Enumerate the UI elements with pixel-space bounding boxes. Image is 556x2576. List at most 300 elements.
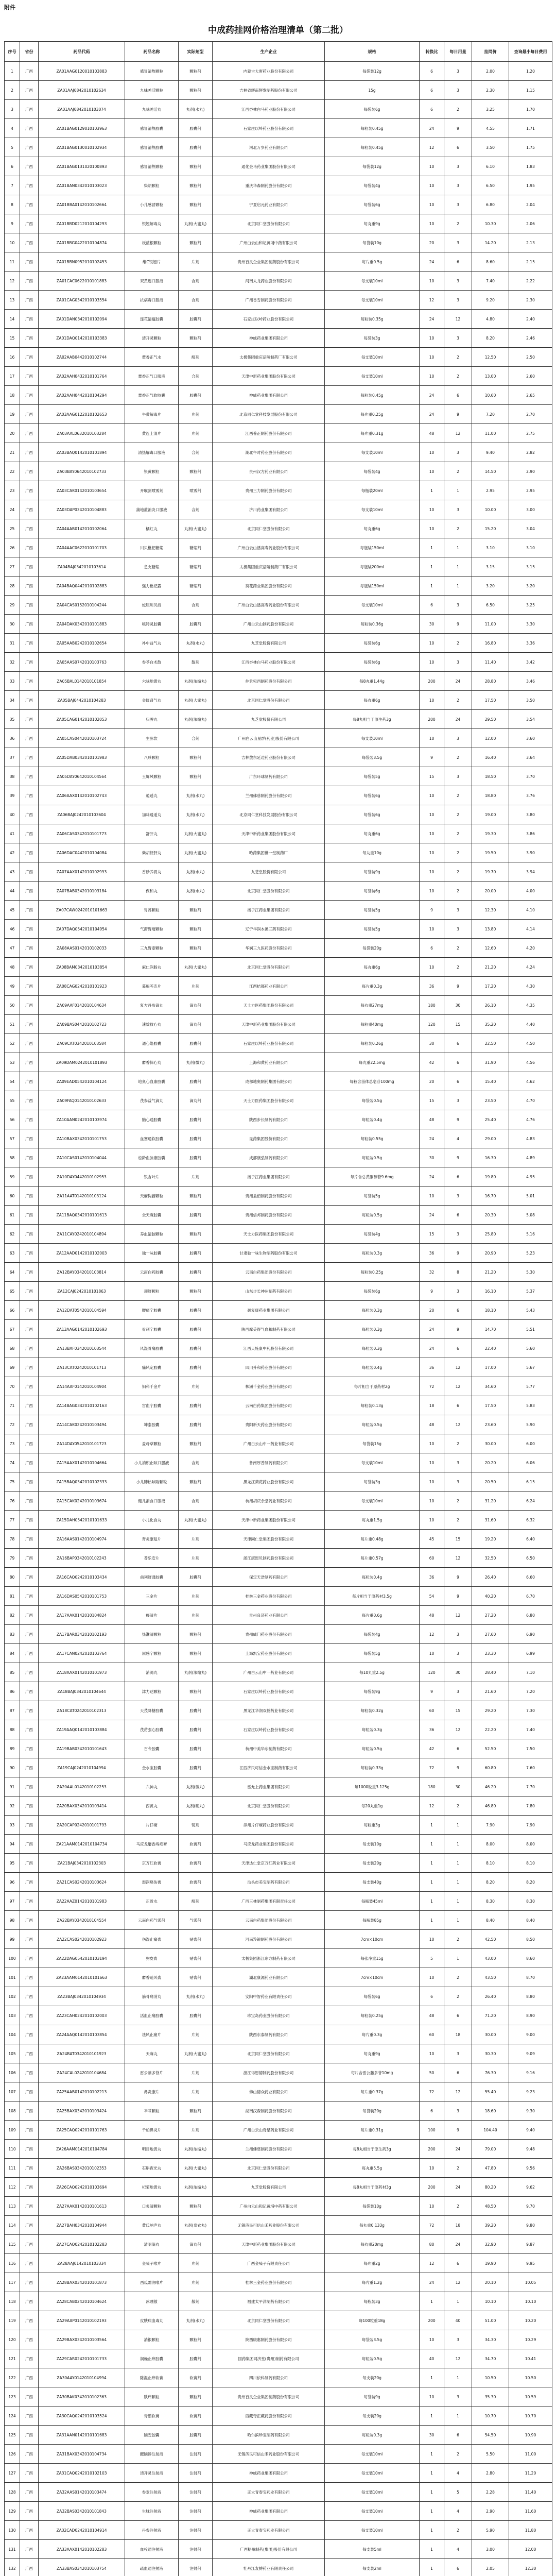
col-min-daily-cost-cell: 5.30 xyxy=(509,1263,552,1282)
col-province-cell: 广西 xyxy=(20,81,39,100)
col-manufacturer-cell: 云南白药集团股份有限公司 xyxy=(213,1396,325,1415)
col-min-daily-cost-cell: 4.56 xyxy=(509,1053,552,1072)
col-drug-name-cell: 天麻钩藤颗粒 xyxy=(125,1187,179,1206)
col-drug-code-cell: ZA29CAR0242010101733 xyxy=(39,2349,125,2368)
col-conversion-ratio-cell: 10 xyxy=(420,1453,444,1472)
col-drug-name-cell: 正骨水 xyxy=(125,1892,179,1911)
table-row xyxy=(5,2063,552,2082)
col-drug-code-cell: ZA05CAS0442010103724 xyxy=(39,729,125,748)
col-province-cell: 广西 xyxy=(20,1549,39,1568)
table-row xyxy=(5,443,552,462)
col-drug-name-cell: 六神丸 xyxy=(125,1777,179,1797)
col-index-cell: 49 xyxy=(5,977,20,996)
col-index-cell: 111 xyxy=(5,2159,20,2178)
header-col-drug-name: 药品名称 xyxy=(125,42,179,62)
col-conversion-ratio-cell: 20 xyxy=(420,233,444,252)
col-listed-price-cell: 23.30 xyxy=(472,1644,509,1663)
col-dosage-form-cell: 丸剂(微丸) xyxy=(179,1777,213,1797)
col-drug-name-cell: 维C银翘片 xyxy=(125,252,179,272)
col-index-cell: 32 xyxy=(5,653,20,672)
col-spec-cell: 每8丸相当于原生药3g xyxy=(325,2140,420,2159)
col-manufacturer-cell: 浙江得恩德制药股份有限公司 xyxy=(213,2063,325,2082)
col-index-cell: 25 xyxy=(5,519,20,538)
col-spec-cell: 每袋装20g xyxy=(325,939,420,958)
col-min-daily-cost-cell: 3.30 xyxy=(509,615,552,634)
col-drug-code-cell: ZA05DAB0342010101983 xyxy=(39,748,125,767)
col-province-cell: 广西 xyxy=(20,1701,39,1720)
col-spec-cell: 每袋装3.5g xyxy=(325,2330,420,2349)
col-drug-name-cell: 抗病毒口服液 xyxy=(125,291,179,310)
col-min-daily-cost-cell: 3.60 xyxy=(509,729,552,748)
col-province-cell: 广西 xyxy=(20,367,39,386)
col-spec-cell: 每粒装0.3g xyxy=(325,1244,420,1263)
col-drug-name-cell: 千柏鼻炎片 xyxy=(125,2121,179,2140)
col-drug-code-cell: ZA15DAH0542010101633 xyxy=(39,1511,125,1530)
col-index-cell: 15 xyxy=(5,329,20,348)
col-conversion-ratio-cell: 120 xyxy=(420,1015,444,1034)
col-daily-dose-cell: 2 xyxy=(444,1797,472,1816)
col-dosage-form-cell: 丸剂(水丸) xyxy=(179,786,213,805)
col-index-cell: 106 xyxy=(5,2063,20,2082)
col-dosage-form-cell: 颗粒剂 xyxy=(179,2197,213,2216)
col-index-cell: 57 xyxy=(5,1129,20,1148)
table-row xyxy=(5,386,552,405)
col-province-cell: 广西 xyxy=(20,1206,39,1225)
col-listed-price-cell: 80.20 xyxy=(472,2178,509,2197)
col-daily-dose-cell: 5 xyxy=(444,2483,472,2502)
col-province-cell: 广西 xyxy=(20,1911,39,1930)
col-listed-price-cell: 17.20 xyxy=(472,977,509,996)
table-row xyxy=(5,157,552,176)
header-col-daily-dose: 每日用量 xyxy=(444,42,472,62)
col-spec-cell: 每粒装0.5g xyxy=(325,1739,420,1758)
col-province-cell: 广西 xyxy=(20,2140,39,2159)
col-drug-name-cell: 清热解毒口服液 xyxy=(125,443,179,462)
col-drug-name-cell: 养血清脑颗粒 xyxy=(125,1225,179,1244)
col-manufacturer-cell: 上海凯宝药业股份有限公司 xyxy=(213,1644,325,1663)
col-province-cell: 广西 xyxy=(20,862,39,882)
col-min-daily-cost-cell: 11.40 xyxy=(509,2483,552,2502)
col-dosage-form-cell: 丸剂(水丸) xyxy=(179,882,213,901)
col-daily-dose-cell: 1 xyxy=(444,2292,472,2311)
col-drug-code-cell: ZA05AAB0242010102654 xyxy=(39,634,125,653)
col-manufacturer-cell: 华润三九医药股份有限公司 xyxy=(213,939,325,958)
col-daily-dose-cell: 30 xyxy=(444,1663,472,1682)
col-conversion-ratio-cell: 48 xyxy=(420,1415,444,1434)
col-manufacturer-cell: 吉林省辉南辉发制药股份有限公司 xyxy=(213,81,325,100)
col-drug-name-cell: 三金片 xyxy=(125,1587,179,1606)
col-min-daily-cost-cell: 8.00 xyxy=(509,1835,552,1854)
col-conversion-ratio-cell: 1 xyxy=(420,2559,444,2576)
col-conversion-ratio-cell: 10 xyxy=(420,862,444,882)
col-drug-code-cell: ZA32BAS0342010101843 xyxy=(39,2502,125,2521)
col-spec-cell: 每袋装6g xyxy=(325,805,420,824)
col-drug-name-cell: 疏血通注射液 xyxy=(125,2559,179,2576)
col-min-daily-cost-cell: 9.80 xyxy=(509,2216,552,2235)
col-dosage-form-cell: 酊剂 xyxy=(179,1892,213,1911)
col-index-cell: 73 xyxy=(5,1434,20,1453)
table-row xyxy=(5,901,552,920)
col-listed-price-cell: 21.60 xyxy=(472,1682,509,1701)
col-dosage-form-cell: 胶囊剂 xyxy=(179,138,213,157)
col-drug-name-cell: 生脉注射液 xyxy=(125,2502,179,2521)
col-listed-price-cell: 35.20 xyxy=(472,1015,509,1034)
col-index-cell: 66 xyxy=(5,1301,20,1320)
col-dosage-form-cell: 软膏剂 xyxy=(179,1873,213,1892)
col-province-cell: 广西 xyxy=(20,634,39,653)
col-min-daily-cost-cell: 10.70 xyxy=(509,2406,552,2426)
col-conversion-ratio-cell: 1 xyxy=(420,1911,444,1930)
table-row xyxy=(5,1987,552,2006)
col-conversion-ratio-cell: 24 xyxy=(420,252,444,272)
col-listed-price-cell: 28.40 xyxy=(472,1663,509,1682)
col-conversion-ratio-cell: 1 xyxy=(420,481,444,500)
col-drug-code-cell: ZA22DAG0542010103194 xyxy=(39,1949,125,1968)
col-daily-dose-cell: 6 xyxy=(444,1072,472,1091)
table-row xyxy=(5,1911,552,1930)
table-row xyxy=(5,1053,552,1072)
col-spec-cell: 每支装10ml xyxy=(325,1453,420,1472)
table-row xyxy=(5,1797,552,1816)
col-daily-dose-cell: 12 xyxy=(444,1377,472,1396)
table-row xyxy=(5,577,552,596)
col-drug-code-cell: ZA01BAG0131020100893 xyxy=(39,157,125,176)
col-dosage-form-cell: 颗粒剂 xyxy=(179,81,213,100)
col-drug-code-cell: ZA07AAX0142010102993 xyxy=(39,862,125,882)
col-spec-cell: 7cm×10cm xyxy=(325,1968,420,1987)
col-province-cell: 广西 xyxy=(20,272,39,291)
table-row xyxy=(5,1758,552,1777)
col-listed-price-cell: 19.30 xyxy=(472,824,509,843)
col-conversion-ratio-cell: 10 xyxy=(420,882,444,901)
table-row xyxy=(5,672,552,691)
col-spec-cell: 每丸重27mg xyxy=(325,996,420,1015)
col-spec-cell: 每20丸重1g xyxy=(325,1797,420,1816)
col-drug-name-cell: 保和丸 xyxy=(125,882,179,901)
col-daily-dose-cell: 3 xyxy=(444,920,472,939)
col-conversion-ratio-cell: 1 xyxy=(420,1854,444,1873)
col-province-cell: 广西 xyxy=(20,100,39,119)
col-dosage-form-cell: 丸剂(大蜜丸) xyxy=(179,519,213,538)
col-manufacturer-cell: 陕西东泰制药有限公司 xyxy=(213,2025,325,2044)
table-row xyxy=(5,538,552,557)
col-dosage-form-cell: 片剂 xyxy=(179,1549,213,1568)
col-min-daily-cost-cell: 4.70 xyxy=(509,1091,552,1110)
col-dosage-form-cell: 软膏剂 xyxy=(179,1854,213,1873)
col-daily-dose-cell: 1 xyxy=(444,1816,472,1835)
col-min-daily-cost-cell: 3.04 xyxy=(509,519,552,538)
col-daily-dose-cell: 9 xyxy=(444,1244,472,1263)
col-conversion-ratio-cell: 1 xyxy=(420,2368,444,2387)
price-governance-table xyxy=(4,41,552,2576)
col-drug-code-cell: ZA15AAX0142010104664 xyxy=(39,1453,125,1472)
col-index-cell: 67 xyxy=(5,1320,20,1339)
col-min-daily-cost-cell: 3.42 xyxy=(509,653,552,672)
col-spec-cell: 7cm×10cm xyxy=(325,1930,420,1949)
col-manufacturer-cell: 天士力医药集团股份有限公司 xyxy=(213,996,325,1015)
col-daily-dose-cell: 6 xyxy=(444,2254,472,2273)
col-manufacturer-cell: 江西济民可信金水宝制药有限公司 xyxy=(213,1758,325,1777)
col-daily-dose-cell: 6 xyxy=(444,138,472,157)
col-drug-code-cell: ZA10DAY0442010102953 xyxy=(39,1167,125,1187)
col-drug-code-cell: ZA04BAQ0442010102883 xyxy=(39,577,125,596)
col-daily-dose-cell: 2 xyxy=(444,939,472,958)
col-min-daily-cost-cell: 1.15 xyxy=(509,81,552,100)
col-manufacturer-cell: 湖南汉森制药股份有限公司 xyxy=(213,2102,325,2121)
col-listed-price-cell: 12.50 xyxy=(472,348,509,367)
col-daily-dose-cell: 2 xyxy=(444,462,472,481)
col-listed-price-cell: 6.50 xyxy=(472,596,509,615)
col-province-cell: 广西 xyxy=(20,1263,39,1282)
col-listed-price-cell: 19.70 xyxy=(472,862,509,882)
col-dosage-form-cell: 丸剂(浓缩丸) xyxy=(179,672,213,691)
col-conversion-ratio-cell: 24 xyxy=(420,405,444,424)
col-conversion-ratio-cell: 72 xyxy=(420,2082,444,2102)
col-daily-dose-cell: 2 xyxy=(444,100,472,119)
col-min-daily-cost-cell: 8.90 xyxy=(509,2006,552,2025)
col-index-cell: 20 xyxy=(5,424,20,443)
col-drug-name-cell: 癃清片 xyxy=(125,1606,179,1625)
col-index-cell: 68 xyxy=(5,1339,20,1358)
col-index-cell: 39 xyxy=(5,786,20,805)
col-daily-dose-cell: 3 xyxy=(444,157,472,176)
col-spec-cell: 每瓶装45ml xyxy=(325,1892,420,1911)
col-index-cell: 45 xyxy=(5,901,20,920)
col-province-cell: 广西 xyxy=(20,1091,39,1110)
col-min-daily-cost-cell: 8.60 xyxy=(509,1949,552,1968)
col-conversion-ratio-cell: 60 xyxy=(420,1701,444,1720)
col-dosage-form-cell: 软膏剂 xyxy=(179,1835,213,1854)
col-conversion-ratio-cell: 12 xyxy=(420,138,444,157)
col-daily-dose-cell: 6 xyxy=(444,1034,472,1053)
col-dosage-form-cell: 胶囊剂 xyxy=(179,2349,213,2368)
col-conversion-ratio-cell: 24 xyxy=(420,2273,444,2292)
col-manufacturer-cell: 石家庄以岭药业股份有限公司 xyxy=(213,310,325,329)
col-index-cell: 31 xyxy=(5,634,20,653)
col-drug-code-cell: ZA25BAX0342010103424 xyxy=(39,2102,125,2121)
col-dosage-form-cell: 片剂 xyxy=(179,2273,213,2292)
col-province-cell: 广西 xyxy=(20,195,39,214)
col-listed-price-cell: 30.00 xyxy=(472,2025,509,2044)
col-listed-price-cell: 16.40 xyxy=(472,748,509,767)
col-province-cell: 广西 xyxy=(20,1415,39,1434)
col-drug-code-cell: ZA16CAQ0242010103434 xyxy=(39,1568,125,1587)
col-spec-cell: 每袋装6g xyxy=(325,634,420,653)
col-daily-dose-cell: 2 xyxy=(444,2521,472,2540)
col-index-cell: 89 xyxy=(5,1739,20,1758)
col-province-cell: 广西 xyxy=(20,2063,39,2082)
col-conversion-ratio-cell: 10 xyxy=(420,729,444,748)
col-index-cell: 74 xyxy=(5,1453,20,1472)
col-drug-name-cell: 天芪降糖胶囊 xyxy=(125,1701,179,1720)
col-conversion-ratio-cell: 6 xyxy=(420,81,444,100)
col-daily-dose-cell: 2 xyxy=(444,862,472,882)
col-daily-dose-cell: 3 xyxy=(444,195,472,214)
table-row xyxy=(5,1873,552,1892)
col-province-cell: 广西 xyxy=(20,2121,39,2140)
col-manufacturer-cell: 兰州佛慈制药股份有限公司 xyxy=(213,786,325,805)
col-daily-dose-cell: 2 xyxy=(444,2197,472,2216)
table-row xyxy=(5,1129,552,1148)
col-drug-name-cell: 云南白药胶囊 xyxy=(125,1263,179,1282)
col-daily-dose-cell: 18 xyxy=(444,2216,472,2235)
col-listed-price-cell: 17.50 xyxy=(472,691,509,710)
col-spec-cell: 每粒装0.25g xyxy=(325,1263,420,1282)
col-min-daily-cost-cell: 9.16 xyxy=(509,2063,552,2082)
col-daily-dose-cell: 3 xyxy=(444,500,472,519)
col-drug-name-cell: 润燥止痒胶囊 xyxy=(125,2349,179,2368)
col-daily-dose-cell: 1 xyxy=(444,481,472,500)
col-drug-name-cell: 肤痒颗粒 xyxy=(125,2387,179,2406)
col-drug-name-cell: 天麻丸 xyxy=(125,2044,179,2063)
col-dosage-form-cell: 注射剂 xyxy=(179,2521,213,2540)
col-daily-dose-cell: 6 xyxy=(444,1339,472,1358)
table-row xyxy=(5,2521,552,2540)
col-min-daily-cost-cell: 3.90 xyxy=(509,843,552,862)
col-manufacturer-cell: 贵州威门药业股份有限公司 xyxy=(213,1625,325,1644)
col-dosage-form-cell: 喷雾剂 xyxy=(179,481,213,500)
col-daily-dose-cell: 2 xyxy=(444,843,472,862)
col-index-cell: 7 xyxy=(5,176,20,195)
col-daily-dose-cell: 24 xyxy=(444,2235,472,2254)
col-daily-dose-cell: 1 xyxy=(444,2406,472,2426)
col-conversion-ratio-cell: 1 xyxy=(420,1816,444,1835)
col-conversion-ratio-cell: 10 xyxy=(420,1187,444,1206)
col-drug-code-cell: ZA22BAY0342010104554 xyxy=(39,1911,125,1930)
col-daily-dose-cell: 6 xyxy=(444,1396,472,1415)
col-manufacturer-cell: 石家庄以岭药业股份有限公司 xyxy=(213,1034,325,1053)
col-drug-name-cell: 小儿化食丸 xyxy=(125,1511,179,1530)
col-spec-cell: 每粒装0.45g xyxy=(325,119,420,138)
col-manufacturer-cell: 北京同仁堂股份有限公司 xyxy=(213,2159,325,2178)
col-spec-cell: 每8丸重1.44g xyxy=(325,672,420,691)
col-min-daily-cost-cell: 7.10 xyxy=(509,1663,552,1682)
col-daily-dose-cell: 9 xyxy=(444,1568,472,1587)
col-index-cell: 92 xyxy=(5,1797,20,1816)
col-province-cell: 广西 xyxy=(20,1625,39,1644)
col-conversion-ratio-cell: 6 xyxy=(420,2102,444,2121)
col-province-cell: 广西 xyxy=(20,1892,39,1911)
col-drug-code-cell: ZA16BAP0342010102243 xyxy=(39,1549,125,1568)
col-listed-price-cell: 8.10 xyxy=(472,1854,509,1873)
col-drug-name-cell: 加味逍遥丸 xyxy=(125,805,179,824)
col-conversion-ratio-cell: 12 xyxy=(420,291,444,310)
col-province-cell: 广西 xyxy=(20,939,39,958)
col-listed-price-cell: 32.90 xyxy=(472,2235,509,2254)
col-listed-price-cell: 29.00 xyxy=(472,1129,509,1148)
col-drug-code-cell: ZA17AAK0142010104824 xyxy=(39,1606,125,1625)
col-manufacturer-cell: 石家庄以岭药业股份有限公司 xyxy=(213,1720,325,1739)
col-drug-code-cell: ZA14CAK0242010103494 xyxy=(39,1415,125,1434)
col-drug-code-cell: ZA01DAQ0142010103383 xyxy=(39,329,125,348)
col-min-daily-cost-cell: 9.95 xyxy=(509,2254,552,2273)
col-drug-name-cell: 生脉饮 xyxy=(125,729,179,748)
col-dosage-form-cell: 片剂 xyxy=(179,252,213,272)
col-spec-cell: 每支装10ml xyxy=(325,2445,420,2464)
col-drug-name-cell: 参麦注射液 xyxy=(125,2483,179,2502)
col-drug-code-cell: ZA05AAS0742010103763 xyxy=(39,653,125,672)
col-min-daily-cost-cell: 4.35 xyxy=(509,996,552,1015)
col-province-cell: 广西 xyxy=(20,157,39,176)
table-row xyxy=(5,424,552,443)
col-province-cell: 广西 xyxy=(20,462,39,481)
col-index-cell: 62 xyxy=(5,1225,20,1244)
col-listed-price-cell: 15.40 xyxy=(472,1072,509,1091)
col-manufacturer-cell: 广州香雪制药股份有限公司 xyxy=(213,291,325,310)
col-listed-price-cell: 10.30 xyxy=(472,214,509,233)
col-dosage-form-cell: 糖浆剂 xyxy=(179,557,213,577)
col-manufacturer-cell: 安阳中智药业有限责任公司 xyxy=(213,1987,325,2006)
col-manufacturer-cell: 太极集团浙江东方制药有限公司 xyxy=(213,1949,325,1968)
col-index-cell: 98 xyxy=(5,1911,20,1930)
col-listed-price-cell: 10.70 xyxy=(472,2406,509,2426)
col-dosage-form-cell: 胶囊剂 xyxy=(179,1263,213,1282)
col-daily-dose-cell: 3 xyxy=(444,596,472,615)
col-province-cell: 广西 xyxy=(20,1739,39,1758)
col-manufacturer-cell: 太极集团重庆涪陵制药厂有限公司 xyxy=(213,557,325,577)
table-row xyxy=(5,1816,552,1835)
col-min-daily-cost-cell: 9.00 xyxy=(509,2025,552,2044)
col-min-daily-cost-cell: 8.50 xyxy=(509,1930,552,1949)
col-conversion-ratio-cell: 9 xyxy=(420,748,444,767)
col-listed-price-cell: 23.50 xyxy=(472,1091,509,1110)
col-min-daily-cost-cell: 6.00 xyxy=(509,1434,552,1453)
col-manufacturer-cell: 河南羚锐制药股份有限公司 xyxy=(213,1930,325,1949)
col-conversion-ratio-cell: 10 xyxy=(420,2044,444,2063)
col-spec-cell: 每丸重10g xyxy=(325,843,420,862)
col-index-cell: 86 xyxy=(5,1682,20,1701)
table-row xyxy=(5,2102,552,2121)
col-manufacturer-cell: 昆药集团股份有限公司 xyxy=(213,1129,325,1148)
table-row xyxy=(5,615,552,634)
col-spec-cell: 每支装10ml xyxy=(325,272,420,291)
col-spec-cell: 每片含总黄酮醇苷9.6mg xyxy=(325,1167,420,1187)
col-manufacturer-cell: 广州白云山和记黄埔中药有限公司 xyxy=(213,233,325,252)
col-min-daily-cost-cell: 1.70 xyxy=(509,100,552,119)
col-dosage-form-cell: 丸剂(水丸) xyxy=(179,2311,213,2330)
col-index-cell: 117 xyxy=(5,2273,20,2292)
col-index-cell: 9 xyxy=(5,214,20,233)
col-drug-name-cell: 逍遥丸 xyxy=(125,786,179,805)
col-conversion-ratio-cell: 6 xyxy=(420,939,444,958)
col-min-daily-cost-cell: 1.83 xyxy=(509,157,552,176)
col-drug-code-cell: ZA32CAD0242010104914 xyxy=(39,2521,125,2540)
col-province-cell: 广西 xyxy=(20,2235,39,2254)
col-manufacturer-cell: 贵阳新天药业股份有限公司 xyxy=(213,1415,325,1434)
col-index-cell: 59 xyxy=(5,1167,20,1187)
col-dosage-form-cell: 片剂 xyxy=(179,1530,213,1549)
col-dosage-form-cell: 颗粒剂 xyxy=(179,195,213,214)
col-index-cell: 17 xyxy=(5,367,20,386)
col-province-cell: 广西 xyxy=(20,214,39,233)
col-dosage-form-cell: 片剂 xyxy=(179,977,213,996)
col-drug-code-cell: ZA23CAH0242010102003 xyxy=(39,2006,125,2025)
col-dosage-form-cell: 注射剂 xyxy=(179,2483,213,2502)
col-manufacturer-cell: 佛山德众药业有限公司 xyxy=(213,2082,325,2102)
col-dosage-form-cell: 胶囊剂 xyxy=(179,1206,213,1225)
col-conversion-ratio-cell: 5 xyxy=(420,1949,444,1968)
col-manufacturer-cell: 江西杏林白马药业股份有限公司 xyxy=(213,653,325,672)
col-conversion-ratio-cell: 30 xyxy=(420,1148,444,1167)
col-drug-name-cell: 开喉剑喷雾剂 xyxy=(125,481,179,500)
col-drug-name-cell: 金水宝胶囊 xyxy=(125,1758,179,1777)
col-manufacturer-cell: 陕西摩美得气血和制药有限公司 xyxy=(213,1320,325,1339)
col-daily-dose-cell: 9 xyxy=(444,1587,472,1606)
col-manufacturer-cell: 贵州汉方药业有限公司 xyxy=(213,462,325,481)
col-drug-code-cell: ZA27AAK0142010101613 xyxy=(39,2197,125,2216)
col-index-cell: 81 xyxy=(5,1587,20,1606)
col-listed-price-cell: 8.40 xyxy=(472,1911,509,1930)
